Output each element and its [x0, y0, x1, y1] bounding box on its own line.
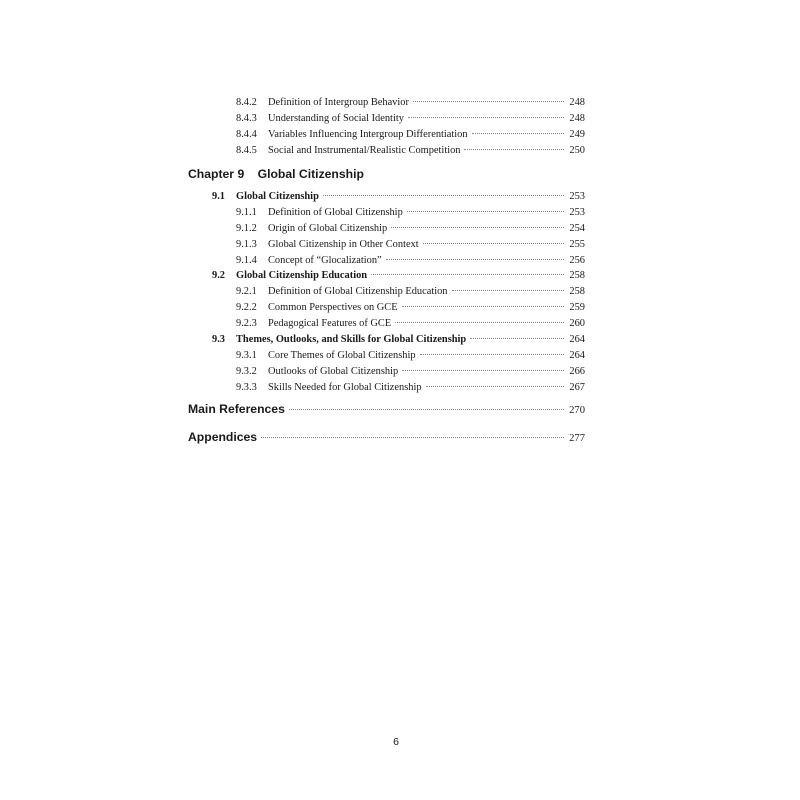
toc-entry — [236, 112, 585, 126]
entry-page: 259 — [569, 302, 585, 313]
dot-leader — [426, 386, 564, 387]
section-page: 258 — [569, 270, 585, 281]
entry-number: 9.1.1 — [236, 207, 257, 218]
entry-number: 9.3.2 — [236, 366, 257, 377]
entry-number: 8.4.5 — [236, 145, 257, 156]
dot-leader — [391, 227, 564, 228]
entry-page: 248 — [569, 97, 585, 108]
entry-title: Outlooks of Global Citizenship — [268, 366, 399, 377]
entry-title: Origin of Global Citizenship — [268, 223, 388, 234]
toc-entry — [236, 238, 585, 252]
section-number: 9.1 — [212, 191, 225, 202]
appendices-page: 277 — [569, 433, 585, 444]
dot-leader — [423, 243, 564, 244]
dot-leader — [395, 322, 564, 323]
toc-entry — [236, 144, 585, 158]
entry-title: Pedagogical Features of GCE — [268, 318, 392, 329]
entry-number: 9.1.4 — [236, 255, 257, 266]
toc-entry — [236, 206, 585, 220]
entry-page: 253 — [569, 207, 585, 218]
entry-number: 9.2.2 — [236, 302, 257, 313]
dot-leader — [261, 437, 564, 438]
chapter-number: 9 — [237, 167, 245, 181]
entry-number: 9.1.3 — [236, 239, 257, 250]
toc-entry — [236, 317, 585, 331]
chapter-label: Chapter — [188, 167, 235, 181]
toc-entry — [236, 349, 585, 363]
toc-entry — [236, 96, 585, 110]
dot-leader — [323, 195, 564, 196]
dot-leader — [470, 338, 564, 339]
entry-title: Core Themes of Global Citizenship — [268, 350, 416, 361]
entry-page: 254 — [569, 223, 585, 234]
section-page: 253 — [569, 191, 585, 202]
toc-section — [212, 333, 585, 347]
entry-number: 9.1.2 — [236, 223, 257, 234]
entry-title: Understanding of Social Identity — [268, 113, 404, 124]
main-references-page: 270 — [569, 405, 585, 416]
entry-title: Definition of Global Citizenship Education — [268, 286, 448, 297]
chapter-title: Global Citizenship — [257, 167, 364, 181]
dot-leader — [402, 306, 564, 307]
entry-title: Social and Instrumental/Realistic Competition — [268, 145, 461, 156]
entry-title: Variables Influencing Intergroup Differentiation — [268, 129, 468, 140]
entry-page: 248 — [569, 113, 585, 124]
dot-leader — [289, 409, 564, 410]
dot-leader — [407, 211, 564, 212]
entry-page: 264 — [569, 350, 585, 361]
appendices-title: Appendices — [188, 430, 258, 444]
entry-number: 8.4.3 — [236, 113, 257, 124]
dot-leader — [472, 133, 564, 134]
entry-title: Global Citizenship in Other Context — [268, 239, 419, 250]
toc-entry — [236, 254, 585, 268]
toc-entry — [236, 222, 585, 236]
toc-entry — [236, 381, 585, 395]
entry-title: Concept of “Glocalization” — [268, 255, 382, 266]
section-title: Global Citizenship Education — [236, 270, 368, 281]
entry-title: Skills Needed for Global Citizenship — [268, 382, 422, 393]
entry-page: 266 — [569, 366, 585, 377]
main-references-title: Main References — [188, 402, 285, 416]
entry-number: 9.2.1 — [236, 286, 257, 297]
toc-main-references — [188, 402, 585, 416]
dot-leader — [402, 370, 564, 371]
entry-page: 258 — [569, 286, 585, 297]
entry-number: 8.4.2 — [236, 97, 257, 108]
chapter-heading — [188, 167, 364, 181]
toc-entry — [236, 285, 585, 299]
dot-leader — [386, 259, 564, 260]
toc-entry — [236, 365, 585, 379]
toc-section — [212, 190, 585, 204]
entry-number: 9.3.1 — [236, 350, 257, 361]
section-title: Global Citizenship — [236, 191, 319, 202]
entry-page: 256 — [569, 255, 585, 266]
dot-leader — [452, 290, 565, 291]
entry-number: 8.4.4 — [236, 129, 257, 140]
section-page: 264 — [569, 334, 585, 345]
dot-leader — [413, 101, 564, 102]
entry-page: 250 — [569, 145, 585, 156]
toc-entry — [236, 301, 585, 315]
toc-section — [212, 269, 585, 283]
section-title: Themes, Outlooks, and Skills for Global Citizenship — [236, 334, 467, 345]
section-number: 9.2 — [212, 270, 225, 281]
entry-title: Definition of Intergroup Behavior — [268, 97, 409, 108]
dot-leader — [464, 149, 564, 150]
entry-number: 9.2.3 — [236, 318, 257, 329]
toc-entry — [236, 128, 585, 142]
entry-page: 267 — [569, 382, 585, 393]
toc-appendices — [188, 430, 585, 444]
dot-leader — [408, 117, 564, 118]
section-number: 9.3 — [212, 334, 225, 345]
entry-title: Definition of Global Citizenship — [268, 207, 403, 218]
dot-leader — [371, 274, 564, 275]
entry-page: 260 — [569, 318, 585, 329]
entry-title: Common Perspectives on GCE — [268, 302, 398, 313]
entry-page: 249 — [569, 129, 585, 140]
entry-number: 9.3.3 — [236, 382, 257, 393]
page-number: 6 — [393, 736, 399, 748]
entry-page: 255 — [569, 239, 585, 250]
dot-leader — [420, 354, 564, 355]
